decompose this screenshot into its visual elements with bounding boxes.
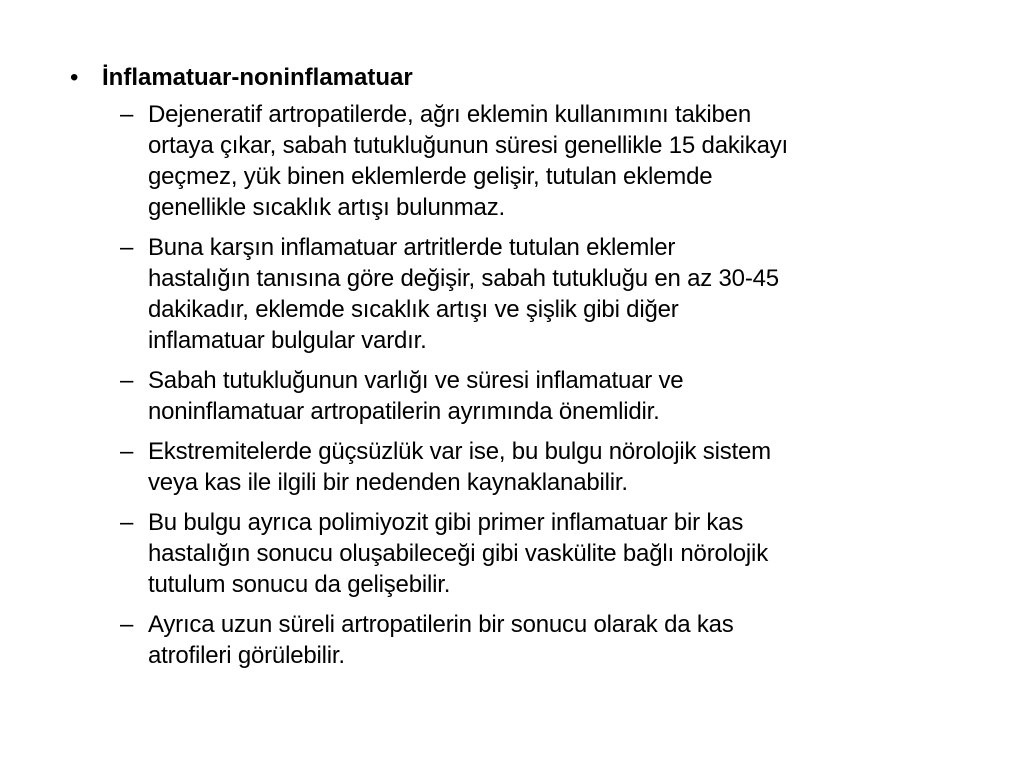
list-item-line: Sabah tutukluğunun varlığı ve süresi inflamatuar ve [148, 367, 684, 394]
dash-bullet-icon: – [120, 367, 134, 394]
list-item-line: Ekstremitelerde güçsüzlük var ise, bu bulgu nörolojik sistem [148, 438, 771, 465]
list-item-line: Buna karşın inflamatuar artritlerde tutulan eklemler [148, 234, 676, 261]
list-item-line: veya kas ile ilgili bir nedenden kaynaklanabilir. [148, 469, 628, 496]
list-item [62, 609, 962, 671]
heading-text: İnflamatuar-noninflamatuar [102, 64, 413, 91]
list-item [62, 507, 962, 600]
dash-bullet-icon: – [120, 509, 134, 536]
list-item-line: Ayrıca uzun süreli artropatilerin bir sonucu olarak da kas [148, 611, 734, 638]
list-item-line: geçmez, yük binen eklemlerde gelişir, tutulan eklemde [148, 163, 713, 190]
list-item-line: inflamatuar bulgular vardır. [148, 327, 427, 354]
list-item-line: atrofileri görülebilir. [148, 642, 345, 669]
list-item-line: ortaya çıkar, sabah tutukluğunun süresi genellikle 15 dakikayı [148, 132, 788, 159]
dash-bullet-icon: – [120, 101, 134, 128]
list-item-line: hastalığın sonucu oluşabileceği gibi vaskülite bağlı nörolojik [148, 540, 768, 567]
bullet-icon: • [70, 64, 79, 91]
list-item-line: Dejeneratif artropatilerde, ağrı eklemin kullanımını takiben [148, 101, 751, 128]
list-item-line: hastalığın tanısına göre değişir, sabah tutukluğu en az 30-45 [148, 265, 779, 292]
list-item [62, 99, 962, 223]
list-item-line: tutulum sonucu da gelişebilir. [148, 571, 451, 598]
dash-bullet-icon: – [120, 234, 134, 261]
dash-bullet-icon: – [120, 611, 134, 638]
list-item-line: genellikle sıcaklık artışı bulunmaz. [148, 194, 505, 221]
list-item [62, 365, 962, 427]
dash-bullet-icon: – [120, 438, 134, 465]
list-item-line: Bu bulgu ayrıca polimiyozit gibi primer inflamatuar bir kas [148, 509, 744, 536]
list-item-line: noninflamatuar artropatilerin ayrımında önemlidir. [148, 398, 660, 425]
list-item [62, 436, 962, 498]
heading-bullet-item [62, 63, 962, 93]
list-item [62, 232, 962, 356]
list-item-line: dakikadır, eklemde sıcaklık artışı ve şişlik gibi diğer [148, 296, 679, 323]
slide-content [62, 63, 962, 680]
sub-bullet-list [62, 99, 962, 671]
